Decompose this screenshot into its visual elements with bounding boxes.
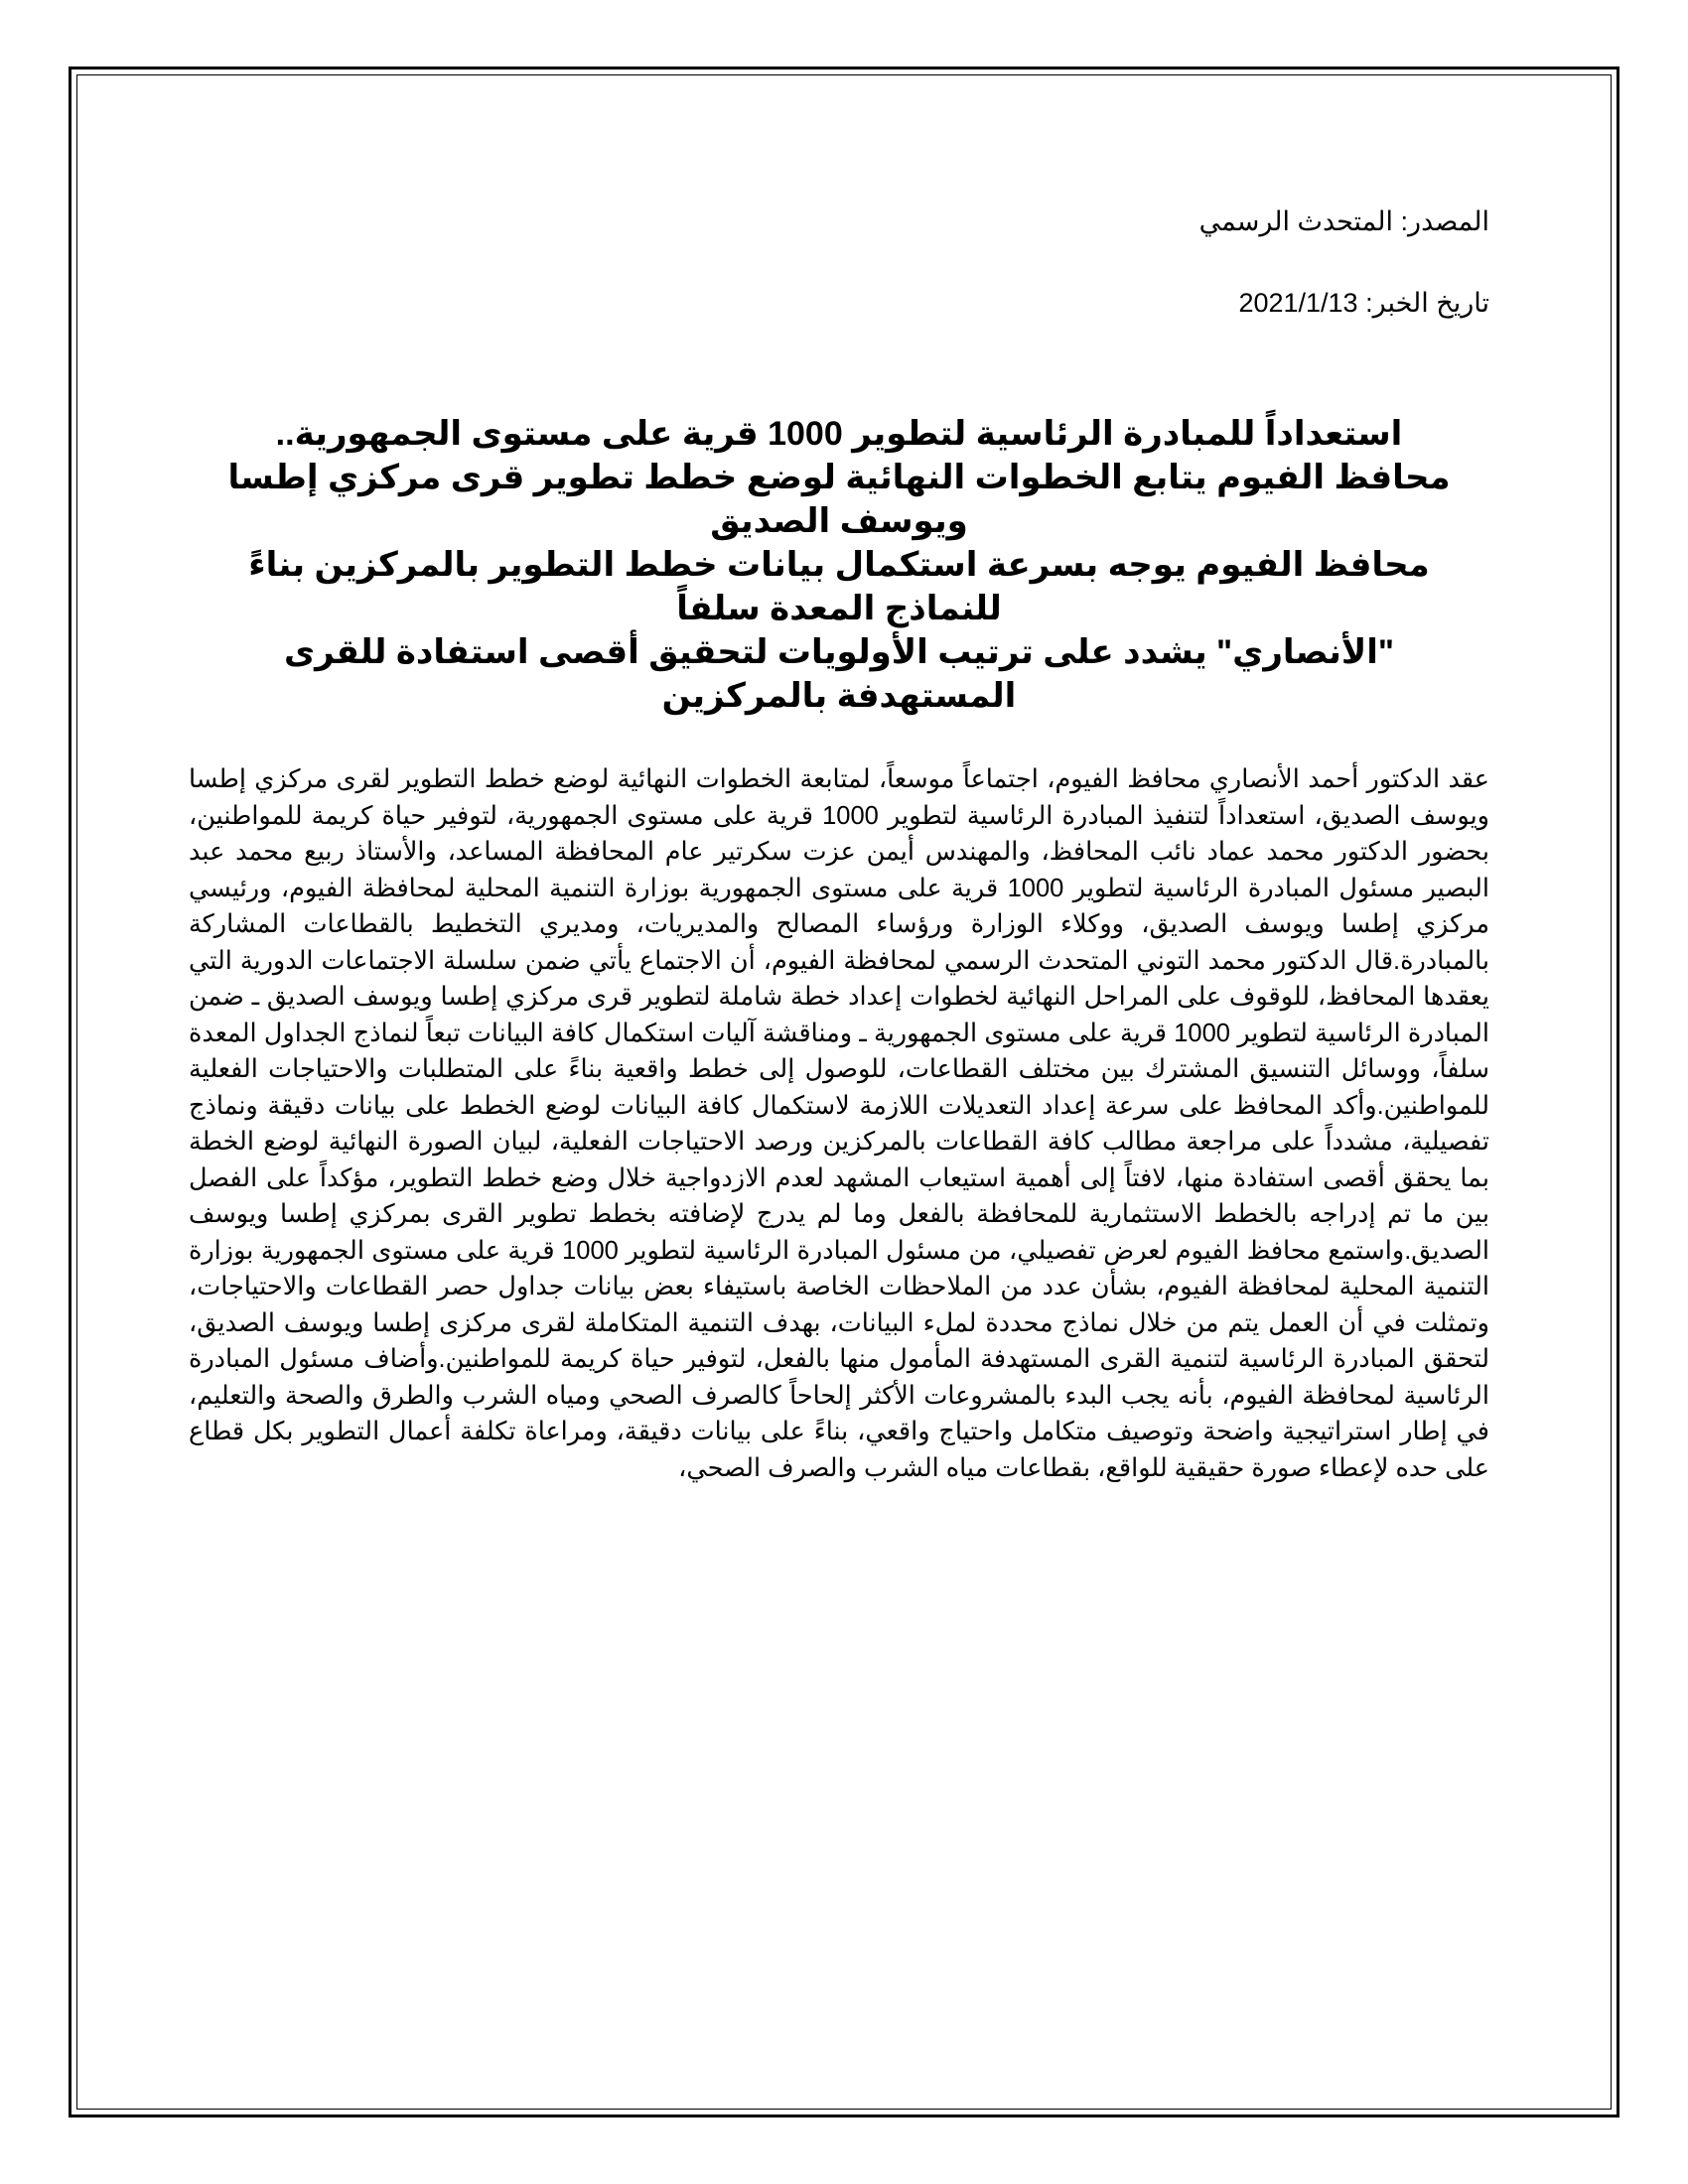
article-body: عقد الدكتور أحمد الأنصاري محافظ الفيوم، اجتماعاً موسعاً، لمتابعة الخطوات النهائية لوضع خطط التطوير لقرى مركزي إطسا ويوسف الصديق، استعداداً لتنفيذ المبادرة الرئاسية لتطوير 1000 قرية على مستوى الجمهورية، لتوفير حياة كريمة للمواطنين، بحضور الدكتور محمد عماد نائب المحافظ، والمهندس أيمن عزت سكرتير عام المحافظة المساعد، والأستاذ ربيع محمد عبد البصير مسئول المبادرة الرئاسية لتطوير 1000 قرية على مستوى الجمهورية بوزارة التنمية المحلية لمحافظة الفيوم، ورئيسي مركزي إطسا ويوسف الصديق، ووكلاء الوزارة ورؤساء المصالح والمديريات، ومديري التخطيط بالقطاعات المشاركة بالمبادرة.قال الدكتور محمد التوني المتحدث الرسمي لمحافظة الفيوم، أن الاجتماع يأتي ضمن سلسلة الاجتماعات الدورية التي يعقدها المحافظ، للوقوف على المراحل النهائية لخطوات إعداد خطة شاملة لتطوير قرى مركزي إطسا ويوسف الصديق ـ ضمن المبادرة الرئاسية لتطوير 1000 قرية على مستوى الجمهورية ـ ومناقشة آليات استكمال كافة البيانات تبعاً لنماذج الجداول المعدة سلفاً، ووسائل التنسيق المشترك بين مختلف القطاعات، للوصول إلى خطط واقعية بناءً على المتطلبات والاحتياجات الفعلية للمواطنين.وأكد المحافظ على سرعة إعداد التعديلات اللازمة لاستكمال كافة البيانات لوضع الخطط على بيانات دقيقة ونماذج تفصيلية، مشدداً على مراجعة مطالب كافة القطاعات بالمركزين ورصد الاحتياجات الفعلية، لبيان الصورة النهائية لوضع الخطة بما يحقق أقصى استفادة منها، لافتاً إلى أهمية استيعاب المشهد لعدم الازدواجية خلال وضع خطط التطوير، مؤكداً على الفصل بين ما تم إدراجه بالخطط الاستثمارية للمحافظة بالفعل وما لم يدرج لإضافته بخطط تطوير القرى بمركزي إطسا ويوسف الصديق.واستمع محافظ الفيوم لعرض تفصيلي، من مسئول المبادرة الرئاسية لتطوير 1000 قرية على مستوى الجمهورية بوزارة التنمية المحلية لمحافظة الفيوم، بشأن عدد من الملاحظات الخاصة باستيفاء بعض بيانات جداول حصر القطاعات والاحتياجات، وتمثلت في أن العمل يتم من خلال نماذج محددة لملء البيانات، بهدف التنمية المتكاملة لقرى مركزى إطسا ويوسف الصديق، لتحقق المبادرة الرئاسية لتنمية القرى المستهدفة المأمول منها بالفعل، لتوفير حياة كريمة للمواطنين.وأضاف مسئول المبادرة الرئاسية لمحافظة الفيوم، بأنه يجب البدء بالمشروعات الأكثر إلحاحاً كالصرف الصحي ومياه الشرب والطرق والصحة والتعليم، في إطار استراتيجية واضحة وتوصيف متكامل واحتياج واقعي، بناءً على بيانات دقيقة، ومراعاة تكلفة أعمال التطوير بكل قطاع على حده لإعطاء صورة حقيقية للواقع، بقطاعات مياه الشرب والصرف الصحي، [189,765,1490,1482]
source-line: المصدر: المتحدث الرسمي [1198,206,1489,236]
headline-block [189,412,1489,718]
headline-1: استعداداً للمبادرة الرئاسية لتطوير 1000 قرية على مستوى الجمهورية.. [275,415,1403,453]
headline-3: محافظ الفيوم يوجه بسرعة استكمال بيانات خطط التطوير بالمركزين بناءً للنماذج المعدة سلفاً [248,546,1430,627]
document-content [189,194,1489,1512]
headline-4: "الأنصاري" يشدد على ترتيب الأولويات لتحقيق أقصى استفادة للقرى المستهدفة بالمركزين [283,633,1395,715]
date-line: تاريخ الخبر: 2021/1/13 [1238,288,1489,318]
headline-2: محافظ الفيوم يتابع الخطوات النهائية لوضع خطط تطوير قرى مركزي إطسا ويوسف الصديق [227,459,1451,540]
